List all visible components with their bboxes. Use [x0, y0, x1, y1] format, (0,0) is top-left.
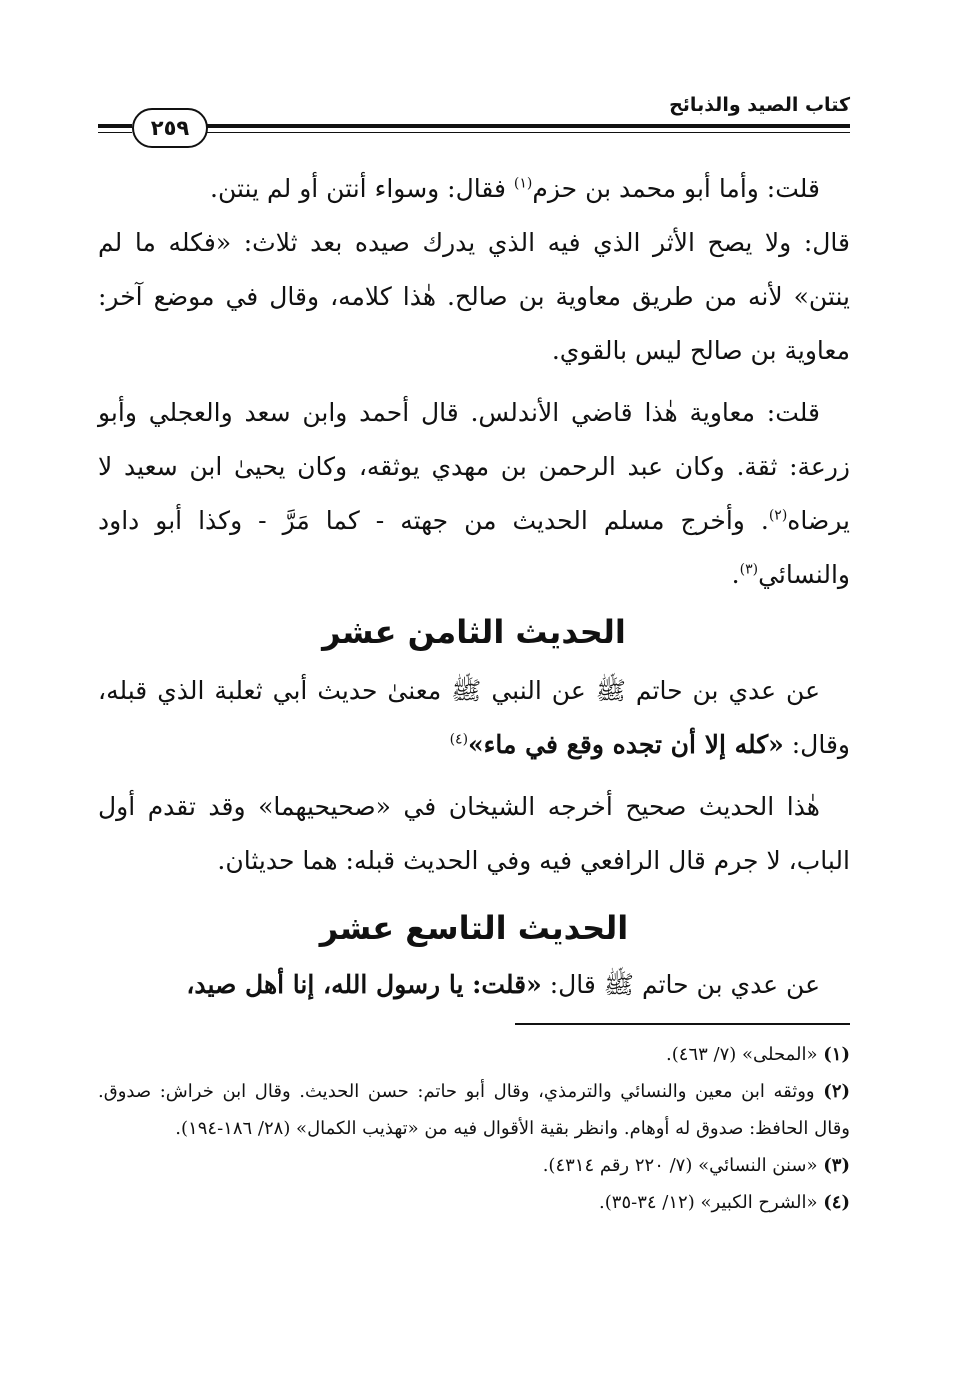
footnote-text: «الشرح الكبير» (١٢/ ٣٤-٣٥). — [599, 1192, 818, 1213]
footnote-ref-1: (١) — [513, 175, 533, 192]
body-block-2 — [98, 664, 850, 888]
footnote-label: (١) — [823, 1044, 850, 1065]
paragraph-6 — [98, 958, 850, 1012]
paragraph-1-text: قلت: وأما أبو محمد بن حزم — [532, 174, 820, 203]
paragraph-3-text: قلت: معاوية هٰذا قاضي الأندلس. قال أحمد وابن سعد والعجلي وأبو زرعة: ثقة. وكان عبد الرحمن بن مهدي يوثقه، وكان يحيىٰ ابن سعيد لا يرضاه — [98, 398, 850, 535]
header-rule-thin — [206, 132, 850, 133]
footnote-separator — [515, 1023, 850, 1025]
footnote-2 — [98, 1073, 850, 1147]
footnote-1 — [98, 1036, 850, 1073]
header-rule-thick — [206, 124, 850, 128]
footnotes — [98, 1036, 850, 1221]
footnote-label: (٢) — [823, 1081, 851, 1102]
paragraph-3-text-mid: . وأخرج مسلم الحديث من جهته - كما مَرَّ - وكذا أبو داود والنسائي — [98, 506, 850, 589]
header-rule-left-thin — [98, 132, 132, 133]
paragraph-3 — [98, 386, 850, 602]
body-block-3 — [98, 958, 850, 1012]
hadith-quote-19: «قلت: يا رسول الله، إنا أهل صيد، — [186, 970, 542, 999]
page-number: ٢٥٩ — [132, 108, 208, 148]
header-rule-left-thick — [98, 124, 132, 128]
paragraph-1-text-end: فقال: وسواء أنتن أو لم ينتن. — [210, 174, 514, 203]
body-block-1 — [98, 162, 850, 602]
footnote-label: (٣) — [823, 1155, 850, 1176]
hadith-quote-18: «كله إلا أن تجده وقع في ماء» — [468, 730, 784, 759]
section-18 — [98, 612, 850, 652]
paragraph-2: قال: ولا يصح الأثر الذي فيه الذي يدرك صيده بعد ثلاث: «فكله ما لم ينتن» لأنه من طريق معاوية بن صالح. هٰذا كلامه، وقال في موضع آخر: معاوية بن صالح ليس بالقوي. — [98, 228, 850, 365]
running-title: كتاب الصيد والذبائح — [669, 94, 850, 116]
paragraph-6-text: عن عدي بن حاتم ﷺ قال: — [541, 970, 820, 999]
paragraph-4-text: عن عدي بن حاتم ﷺ عن النبي ﷺ معنىٰ حديث أبي ثعلبة الذي قبله، وقال: — [98, 676, 850, 759]
paragraph-4 — [98, 664, 850, 772]
section-title-19: الحديث التاسع عشر — [319, 909, 629, 947]
footnote-text: ووثقه ابن معين والنسائي والترمذي، وقال أبو حاتم: حسن الحديث. وقال ابن خراش: صدوق. وقال الحافظ: صدوق له أوهام. وانظر بقية الأقوال فيه من «تهذيب الكمال» (٢٨/ ١٨٦-١٩٤). — [98, 1081, 850, 1139]
paragraph-5: هٰذا الحديث صحيح أخرجه الشيخان في «صحيحيهما» وقد تقدم أول الباب، لا جرم قال الرافعي فيه وفي الحديث قبله: هما حديثان. — [98, 792, 850, 875]
footnote-text: «المحلى» (٧/ ٤٦٣). — [666, 1044, 818, 1065]
footnote-ref-4: (٤) — [449, 731, 469, 748]
footnote-text: «سنن النسائي» (٧/ ٢٢٠ رقم ٤٣١٤). — [542, 1155, 818, 1176]
section-19 — [98, 908, 850, 948]
footnote-3 — [98, 1147, 850, 1184]
footnote-label: (٤) — [823, 1192, 850, 1213]
footnote-4 — [98, 1184, 850, 1221]
footnote-ref-3: (٣) — [739, 561, 759, 578]
paragraph-1 — [98, 162, 850, 216]
footnote-ref-2: (٢) — [768, 507, 788, 524]
page-header — [98, 88, 850, 150]
section-title-18: الحديث الثامن عشر — [322, 613, 626, 651]
paragraph-3-text-end: . — [731, 560, 740, 589]
